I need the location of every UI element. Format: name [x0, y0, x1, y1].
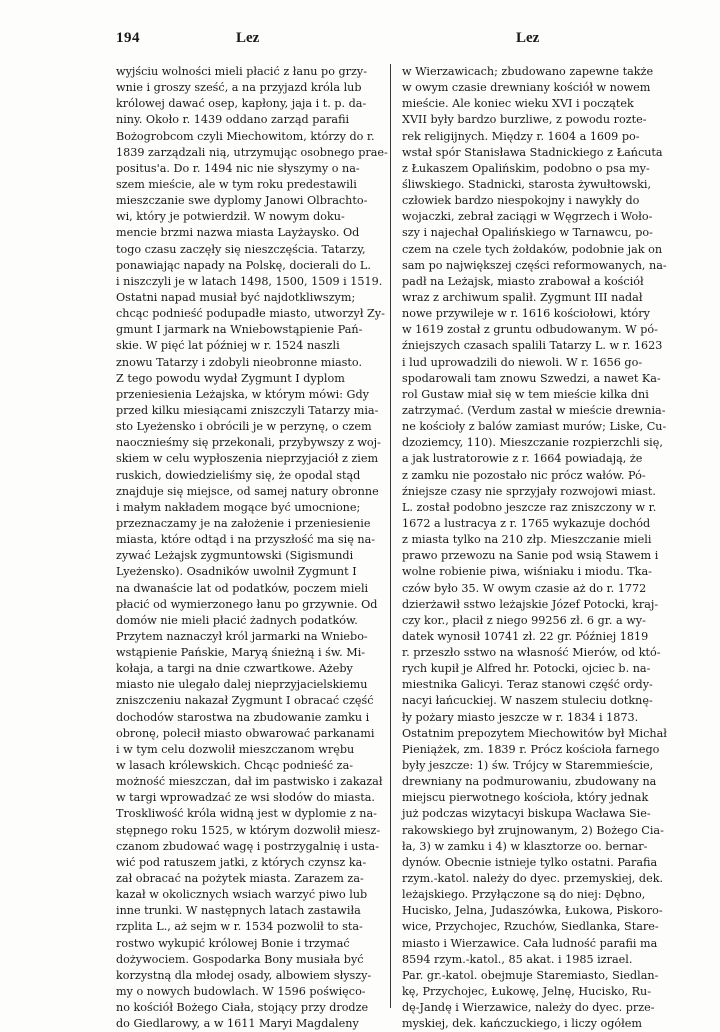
text-line: rek religijnych. Między r. 1604 a 1609 po-	[402, 129, 640, 143]
text-line: togo czasu zaczęły się nieszczęścia. Tatarzy,	[116, 242, 366, 256]
text-line: na dwanaście lat od podatków, poczem mieli	[116, 581, 369, 595]
text-line: czem na czele tych żołdaków, podobnie jak on	[402, 242, 663, 256]
text-line: 1839 zarządzali nią, utrzymując osobnego prae-	[116, 145, 388, 159]
text-line: królowej dawać osep, kapłony, jaja i t. p. da-	[116, 97, 367, 111]
text-line: Pieniążek, zm. 1839 r. Prócz kościoła farnego	[402, 742, 660, 756]
text-line: wraz z archiwum spalił. Zygmunt III nadał	[402, 290, 643, 304]
text-line: Hucisko, Jelna, Judaszówka, Łukowa, Piskoro-	[402, 904, 663, 918]
text-line: korzystną dla młodej osady, albowiem słyszy-	[116, 968, 372, 982]
text-line: do Giedlarowy, a w 1611 Maryi Magdaleny	[116, 1017, 359, 1031]
text-line: padł na Leżajsk, miasto zrabował a kościół	[402, 274, 644, 288]
text-line: nacyi łańcuckiej. W naszem stuleciu dotknę-	[402, 694, 653, 708]
text-line: myskiej, dek. kańczuckiego, i liczy ogółem	[402, 1017, 642, 1031]
text-line: Przytem naznaczył król jarmarki na Wniebo-	[116, 629, 368, 643]
text-line: XVII były bardzo burzliwe, z powodu rozte-	[402, 113, 647, 127]
text-line: wolne robienie piwa, wiśniaku i miodu. Tka-	[402, 565, 652, 579]
text-line: wi, który je potwierdził. W nowym doku-	[116, 210, 345, 224]
text-line: miasto nie ulegało dalej nieprzyjacielskiemu	[116, 678, 368, 692]
text-line: z Łukaszem Opalińskim, podobno o psa my-	[402, 161, 650, 175]
text-line: mieszczanie swe dyplomy Janowi Olbrachto-	[116, 194, 368, 208]
text-line: sto Lyeżensko i obrócili je w perzynę, o czem	[116, 420, 372, 434]
text-line: Z tego powodu wydał Zygmunt I dyplom	[116, 371, 345, 385]
text-line: w lasach królewskich. Chcąc podnieść za-	[116, 759, 354, 773]
text-line: wnie i groszy sześć, a na przyjazd króla lub	[116, 81, 362, 95]
text-line: Bożogrobcom czyli Miechowitom, którzy do r.	[116, 129, 375, 143]
text-line: drewniany na podmurowaniu, zbudowany na	[402, 775, 657, 789]
text-line: niny. Około r. 1439 oddano zarząd parafii	[116, 113, 350, 127]
text-columns	[116, 64, 692, 1031]
text-line: ła, 3) w zamku i 4) w klasztorze oo. bernar-	[402, 839, 648, 853]
right-column	[402, 64, 692, 1031]
running-head-left: Lez	[236, 30, 260, 46]
text-line: zał obracać na pożytek miasta. Zarazem za-	[116, 872, 364, 886]
text-line: zywać Leżajsk zygmuntowski (Sigismundi	[116, 549, 354, 563]
text-line: rakowskiego był zrujnowanym, 2) Bożego Cia-	[402, 823, 664, 837]
text-line: dzierżawił sstwo leżajskie Józef Potocki, kraj-	[402, 597, 659, 611]
text-line: no kościół Bożego Ciała, stojący przy drodze	[116, 1001, 369, 1015]
text-line: i w tym celu dozwolił mieszczanom wrębu	[116, 742, 355, 756]
text-line: kołaja, a targi na dnie czwartkowe. Ażeby	[116, 662, 353, 676]
text-line: z zamku nie pozostało nic prócz wałów. Pó-	[402, 468, 646, 482]
text-line: szem mieście, ale w tym roku predestawili	[116, 177, 357, 191]
text-line: znajduje się miejsce, od samej natury obronne	[116, 484, 379, 498]
text-line: czów było 35. W owym czasie aż do r. 1772	[402, 581, 647, 595]
text-line: zniszczeniu nakazał Zygmunt I obracać część	[116, 694, 374, 708]
text-line: wstąpienie Pańskie, Maryą śnieżną i św. Mi-	[116, 646, 366, 660]
text-line: człowiek bardzo niespokojny i nawykły do	[402, 194, 640, 208]
text-line: miasta, które odtąd i na przyszłość ma się na-	[116, 533, 376, 547]
text-line: miestnika Galicyi. Teraz stanowi część ordy-	[402, 678, 653, 692]
text-line: ne kościoły z balów zamiast murów; Liske, Cu-	[402, 420, 667, 434]
text-line: nowe przywileje w r. 1616 kościołowi, który	[402, 307, 650, 321]
text-line: spodarowali tam znowu Szwedzi, a nawet Ka-	[402, 371, 661, 385]
text-line: skiem w celu wypłoszenia nieprzyjaciół z ziem	[116, 452, 379, 466]
text-line: w targi wprowadzać ze wsi słodów do miasta.	[116, 791, 375, 805]
text-line: dę-Jandę i Wierzawice, należy do dyec. prze-	[402, 1001, 655, 1015]
text-line: Troskliwość króla widną jest w dyplomie z na-	[116, 807, 377, 821]
text-line: możność mieszczan, dał im pastwisko i zakazał	[116, 775, 383, 789]
text-line: domów nie mieli płacić żadnych podatków.	[116, 613, 358, 627]
text-line: Ostatnim prepozytem Miechowitów był Michał	[402, 726, 667, 740]
text-line: przed kilku miesiącami zniszczyli Tatarzy mia-	[116, 403, 379, 417]
text-line: a jak lustratorowie z r. 1664 powiadają, że	[402, 452, 643, 466]
text-line: kę, Przychojec, Łukowę, Jelnę, Hucisko, Ru-	[402, 985, 651, 999]
text-line: rych kupił je Alfred hr. Potocki, ojciec b. na-	[402, 662, 651, 676]
text-line: czanom zbudować wagę i postrzygalnię i usta-	[116, 839, 379, 853]
text-line: ły pożary miasto jeszcze w r. 1834 i 1873.	[402, 710, 639, 724]
text-line: leżajskiego. Przyłączone są do niej: Dębno,	[402, 888, 646, 902]
text-line: naocznieśmy się przekonali, przybywszy z woj-	[116, 436, 381, 450]
text-line: obronę, polecił miasto obwarować parkanami	[116, 726, 375, 740]
text-line: źniejsze czasy nie sprzyjały rozwojowi miast.	[402, 484, 656, 498]
text-line: chcąc podnieść podupadłe miasto, utworzył Zy-	[116, 307, 385, 321]
left-column	[116, 64, 392, 1031]
text-line: prawo przewozu na Sanie pod wsią Stawem i	[402, 549, 659, 563]
text-line: skie. W pięć lat później w r. 1524 naszli	[116, 339, 340, 353]
text-line: rzplita L., aż sejm w r. 1534 pozwolił to sta-	[116, 920, 363, 934]
text-line: L. został podobno jeszcze raz zniszczony w r.	[402, 500, 657, 514]
text-line: kazał w okolicznych wsiach warzyć piwo lub	[116, 888, 368, 902]
text-line: już podczas wizytacyi biskupa Wacława Sie-	[402, 807, 651, 821]
text-line: positus'a. Do r. 1494 nic nie słyszymy o na-	[116, 161, 360, 175]
text-line: r. przeszło sstwo na własność Mierów, od któ-	[402, 646, 661, 660]
text-line: inne trunki. W następnych latach zastawiła	[116, 904, 361, 918]
text-line: wstał spór Stanisława Stadnickiego z Łańcuta	[402, 145, 663, 159]
text-line: w Wierzawicach; zbudowano zapewne także	[402, 65, 654, 78]
text-line: dzoziemcy, 110). Mieszczanie rozpierzchli się,	[402, 436, 663, 450]
text-line: 8594 rzym.-katol., 85 akat. i 1985 izrael.	[402, 952, 633, 966]
text-line: my o nowych budowlach. W 1596 poświęco-	[116, 985, 366, 999]
text-line: dożywociem. Gospodarka Bony musiała być	[116, 952, 364, 966]
text-line: stępnego roku 1525, w którym dozwolił miesz-	[116, 823, 381, 837]
text-line: zatrzymać. (Verdum zastał w mieście drewnia-	[402, 403, 666, 417]
page-header	[116, 30, 688, 54]
text-line: w owym czasie drewniany kościół w nowem	[402, 81, 651, 95]
text-line: i lud uprowadzili do niewoli. W r. 1656 go-	[402, 355, 643, 369]
text-line: szy i najechał Opalińskiego w Tarnawcu, po-	[402, 226, 653, 240]
text-line: miejscu pierwotnego kościoła, który jednak	[402, 791, 649, 805]
text-line: w 1619 został z gruntu odbudowanym. W pó-	[402, 323, 658, 337]
text-line: datek wynosił 10741 zł. 22 gr. Później 1819	[402, 629, 649, 643]
text-line: sam po największej części reformowanych, na-	[402, 258, 667, 272]
text-line: przeznaczamy je na założenie i przeniesienie	[116, 516, 371, 530]
text-line: mieście. Ale koniec wieku XVI i początek	[402, 97, 634, 111]
text-line: ruskich, dowiedzieliśmy się, że opodal stąd	[116, 468, 361, 482]
text-line: znowu Tatarzy i zdobyli nieobronne miasto.	[116, 355, 362, 369]
text-line: i niszczyli je w latach 1498, 1500, 1509 i 1519.	[116, 274, 383, 288]
text-line: i małym nakładem mogące być umocnione;	[116, 500, 361, 514]
text-line: Ostatni napad musiał być najdotkliwszym;	[116, 290, 356, 304]
column-divider	[390, 64, 391, 1008]
text-line: rostwo wykupić królowej Bonie i trzymać	[116, 936, 350, 950]
text-line: dochodów starostwa na zbudowanie zamku i	[116, 710, 370, 724]
text-line: wojaczki, zebrał zaciągi w Węgrzech i Woło-	[402, 210, 653, 224]
text-line: dynów. Obecnie istnieje tylko ostatni. Parafia	[402, 855, 658, 869]
text-line: rol Gustaw miał się w tem mieście kilka dni	[402, 387, 649, 401]
text-line: mencie brzmi nazwa miasta Layżaysko. Od	[116, 226, 360, 240]
running-head-right: Lez	[516, 30, 540, 46]
text-line: źniejszych czasach spalili Tatarzy L. w r. 1623	[402, 339, 663, 353]
text-line: śliwskiego. Stadnicki, starosta żywułtowski,	[402, 177, 652, 191]
text-line: ponawiając napady na Polskę, docierali do L.	[116, 258, 371, 272]
text-line: miasto i Wierzawice. Cała ludność parafii ma	[402, 936, 658, 950]
text-line: z miasta tylko na 210 złp. Mieszczanie mieli	[402, 533, 652, 547]
text-line: Par. gr.-katol. obejmuje Staremiasto, Siedlan-	[402, 968, 659, 982]
text-line: rzym.-katol. należy do dyec. przemyskiej, dek.	[402, 872, 664, 886]
text-line: wyjściu wolności mieli płacić z łanu po grzy-	[116, 65, 367, 78]
text-line: płacić od wymierzonego łanu po grzywnie. Od	[116, 597, 378, 611]
text-line: wić pod ratuszem jatki, z których czynsz ka-	[116, 855, 367, 869]
text-line: Lyeżensko). Osadników uwolnił Zygmunt I	[116, 565, 357, 579]
page-number: 194	[116, 30, 140, 46]
text-line: wice, Przychojec, Rzuchów, Siedlanka, Stare-	[402, 920, 659, 934]
text-line: 1672 a lustracya z r. 1765 wykazuje dochód	[402, 516, 651, 530]
text-line: były jeszcze: 1) św. Trójcy w Staremmieście,	[402, 759, 654, 773]
text-line: gmunt I jarmark na Wniebowstąpienie Pań-	[116, 323, 363, 337]
text-line: czy kor., płacił z niego 99256 zł. 6 gr. a wy-	[402, 613, 646, 627]
text-line: przeniesienia Leżajska, w którym mówi: Gdy	[116, 387, 369, 401]
